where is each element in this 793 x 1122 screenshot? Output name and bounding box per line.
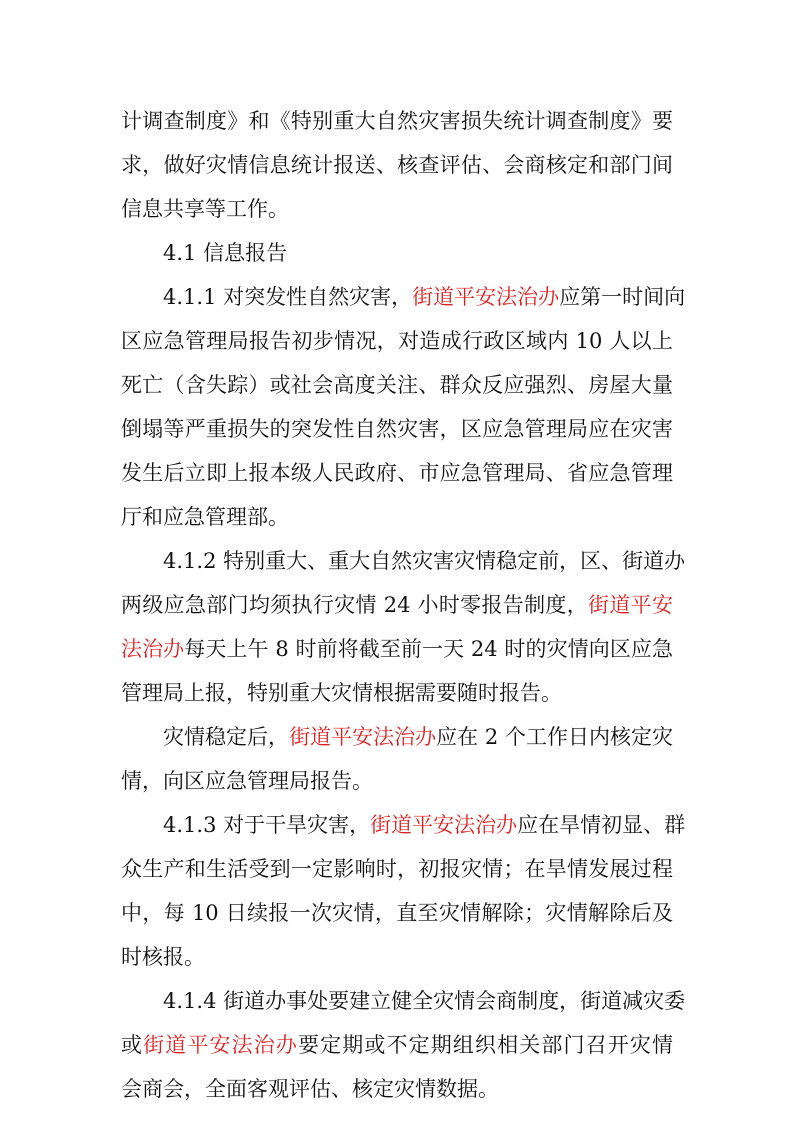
- paragraph-line: 死亡（含失踪）或社会高度关注、群众反应强烈、房屋大量: [121, 373, 673, 397]
- highlighted-department: 街道平安法治办: [412, 285, 560, 309]
- paragraph-line: 管理局上报，特别重大灾情根据需要随时报告。: [121, 681, 562, 705]
- line-text: 应在旱情初显、群: [517, 813, 686, 837]
- line-text: 4.1.3 对于干旱灾害，: [163, 813, 371, 837]
- paragraph-line: 众生产和生活受到一定影响时，初报灾情；在旱情发展过程: [121, 857, 673, 881]
- paragraph-line: 计调查制度》和《特别重大自然灾害损失统计调查制度》要: [121, 109, 673, 133]
- paragraph-line: [163, 285, 686, 311]
- line-text: 灾情稳定后，: [163, 725, 290, 749]
- paragraph-line: 时核报。: [121, 945, 205, 969]
- paragraph-line: [163, 813, 686, 839]
- line-text: 应第一时间向: [559, 285, 686, 309]
- paragraph-line: 厅和应急管理部。: [121, 505, 289, 529]
- paragraph-line: 4.1.4 街道办事处要建立健全灾情会商制度，街道减灾委: [163, 989, 686, 1013]
- paragraph-line: 4.1.2 特别重大、重大自然灾害灾情稳定前，区、街道办: [163, 549, 686, 573]
- paragraph-line: 区应急管理局报告初步情况，对造成行政区域内 10 人以上: [121, 329, 673, 353]
- paragraph-line: 会商会，全面客观评估、核定灾情数据。: [121, 1077, 499, 1101]
- paragraph-line: [121, 1035, 673, 1059]
- highlighted-department: 街道平安法治办: [370, 813, 518, 837]
- paragraph-line: 发生后立即上报本级人民政府、市应急管理局、省应急管理: [121, 461, 673, 485]
- paragraph-line: [121, 595, 673, 619]
- paragraph-line: [121, 639, 673, 663]
- section-heading: 4.1 信息报告: [163, 241, 288, 265]
- line-text: 4.1.1 对突发性自然灾害，: [163, 285, 413, 309]
- line-text: 每天上午 8 时前将截至前一天 24 时的灾情向区应急: [184, 637, 673, 661]
- line-text: 要定期或不定期组织相关部门召开灾情: [298, 1033, 673, 1057]
- line-text: 应在 2 个工作日内核定灾: [436, 725, 674, 749]
- highlighted-department: 街道平安法治办: [289, 725, 437, 749]
- paragraph-line: 倒塌等严重损失的突发性自然灾害，区应急管理局应在灾害: [121, 417, 673, 441]
- paragraph-line: 信息共享等工作。: [121, 197, 289, 221]
- highlighted-department: 法治办: [121, 637, 185, 661]
- highlighted-department: 街道平安: [588, 593, 673, 617]
- paragraph-line: [163, 727, 673, 751]
- highlighted-department: 街道平安法治办: [143, 1033, 298, 1057]
- paragraph-line: 中，每 10 日续报一次灾情，直至灾情解除；灾情解除后及: [121, 901, 673, 925]
- paragraph-line: 求，做好灾情信息统计报送、核查评估、会商核定和部门间: [121, 153, 673, 177]
- line-text: 或: [121, 1033, 144, 1057]
- paragraph-line: 情，向区应急管理局报告。: [121, 769, 373, 793]
- line-text: 两级应急部门均须执行灾情 24 小时零报告制度，: [121, 593, 589, 617]
